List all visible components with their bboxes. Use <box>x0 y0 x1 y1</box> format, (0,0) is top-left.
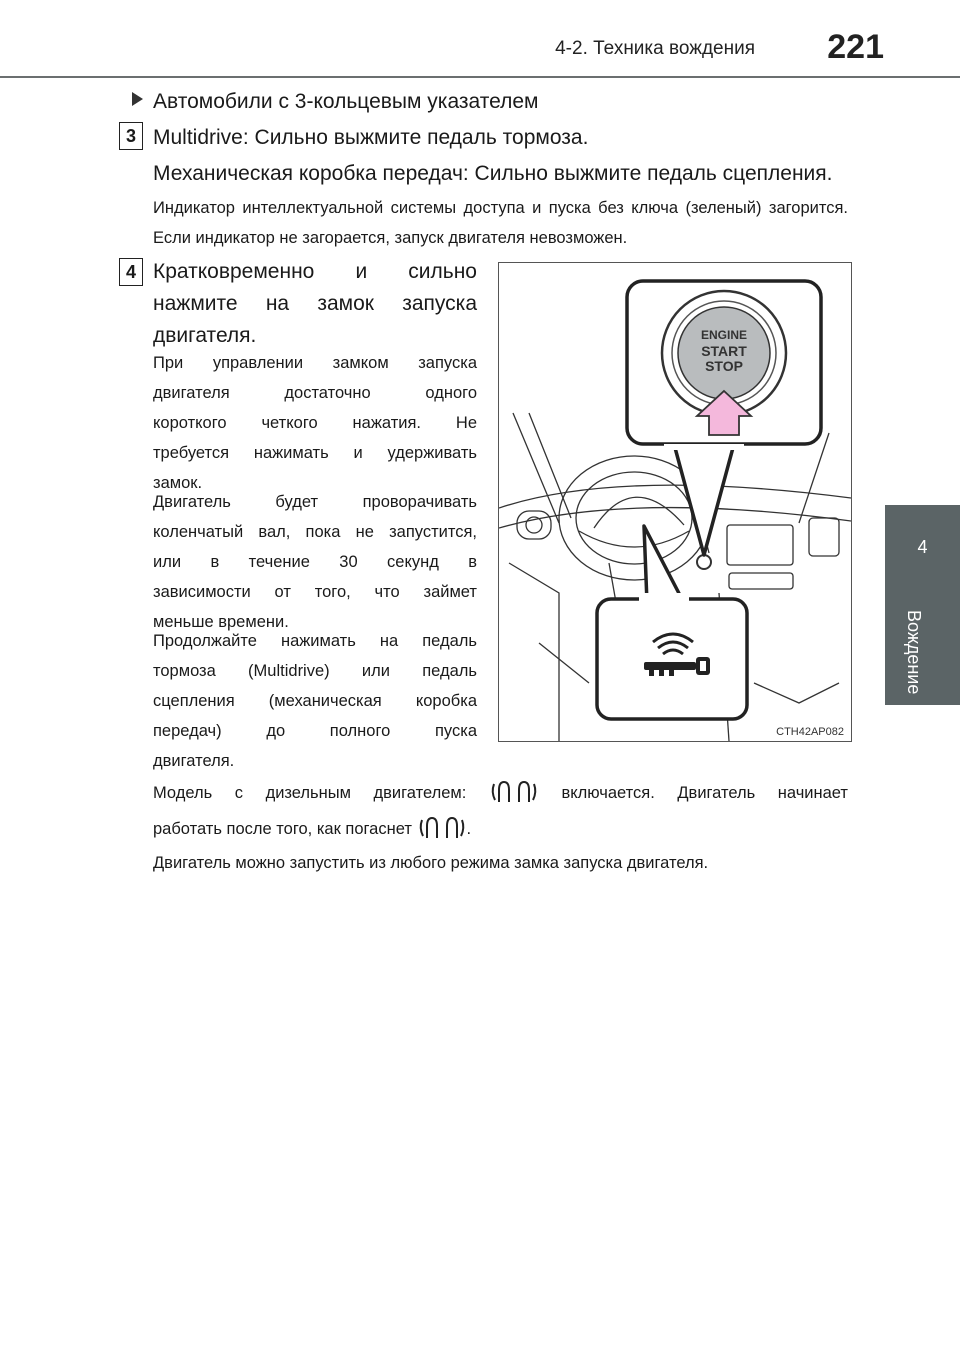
step-4-heading-line: Кратковременно и сильно <box>153 260 477 283</box>
footer-note: Двигатель можно запустить из любого режима замка запуска двигателя. <box>153 854 709 872</box>
diesel-note <box>153 775 848 847</box>
para-line: При управлении замком запуска <box>153 354 477 372</box>
para-line: замок. <box>153 474 203 492</box>
step-3-line-1: Multidrive: Сильно выжмите педаль тормоза. <box>153 126 589 149</box>
step-3-line-2: Механическая коробка передач: Сильно выжмите педаль сцепления. <box>153 162 833 185</box>
chapter-number: 4 <box>917 537 928 557</box>
chapter-side-tab[interactable] <box>885 505 960 705</box>
diesel-text-3: работать после того, как погаснет <box>153 820 412 838</box>
start-label: START <box>701 343 747 359</box>
para-line: тормоза (Multidrive) или педаль <box>153 662 477 680</box>
indicator-callout <box>597 599 747 719</box>
bullet-text: Автомобили с 3-кольцевым указателем <box>153 90 539 113</box>
page-number: 221 <box>827 28 884 66</box>
step-3-badge: 3 <box>119 122 143 150</box>
para-line: зависимости от того, что займет <box>153 583 477 601</box>
para-line: двигателя достаточно одного <box>153 384 477 402</box>
step-4-heading-line: нажмите на замок запуска <box>153 292 477 315</box>
step-4-para-3 <box>153 626 477 776</box>
diesel-text-2: включается. Двигатель начинает <box>561 784 848 802</box>
step-4-heading-line: двигателя. <box>153 324 257 347</box>
bullet-arrow-icon <box>132 92 143 106</box>
para-line: короткого четкого нажатия. Не <box>153 414 477 432</box>
section-title: 4-2. Техника вождения <box>555 38 755 59</box>
para-line: или в течение 30 секунд в <box>153 553 477 571</box>
para-line: сцепления (механическая коробка <box>153 692 477 710</box>
step-4-para-1 <box>153 348 477 498</box>
stop-label: STOP <box>705 358 743 374</box>
para-line: меньше времени. <box>153 613 289 631</box>
chapter-label: Вождение <box>904 610 924 695</box>
step-4-badge: 4 <box>119 258 143 286</box>
engine-label: ENGINE <box>700 328 748 342</box>
diesel-text-4: . <box>466 820 472 838</box>
glow-plug-indicator-icon <box>417 814 467 842</box>
start-button-location <box>697 555 711 569</box>
header-divider <box>0 76 960 78</box>
para-line: требуется нажимать и удерживать <box>153 444 477 462</box>
para-line: Двигатель будет проворачивать <box>153 493 477 511</box>
dashboard-illustration <box>499 263 851 741</box>
figure-code: CTH42AP082 <box>776 726 844 738</box>
step-4-heading <box>153 256 477 352</box>
glow-plug-indicator-icon <box>489 778 539 806</box>
diesel-note-line-2 <box>153 811 848 847</box>
vehicle-type-bullet <box>132 90 538 114</box>
para-line: передач) до полного пуска <box>153 722 477 740</box>
step-3-note: Индикатор интеллектуальной системы доступа и пуска без ключа (зеленый) загорится. Если индикатор не загорается, запуск двигателя невозможен. <box>153 199 848 247</box>
para-line: двигателя. <box>153 752 235 770</box>
step-4-para-2 <box>153 487 477 637</box>
engine-start-figure <box>498 262 852 742</box>
para-line: коленчатый вал, пока не запустится, <box>153 523 477 541</box>
diesel-text-1: Модель с дизельным двигателем: <box>153 784 467 802</box>
diesel-note-line-1 <box>153 775 848 811</box>
para-line: Продолжайте нажимать на педаль <box>153 632 477 650</box>
